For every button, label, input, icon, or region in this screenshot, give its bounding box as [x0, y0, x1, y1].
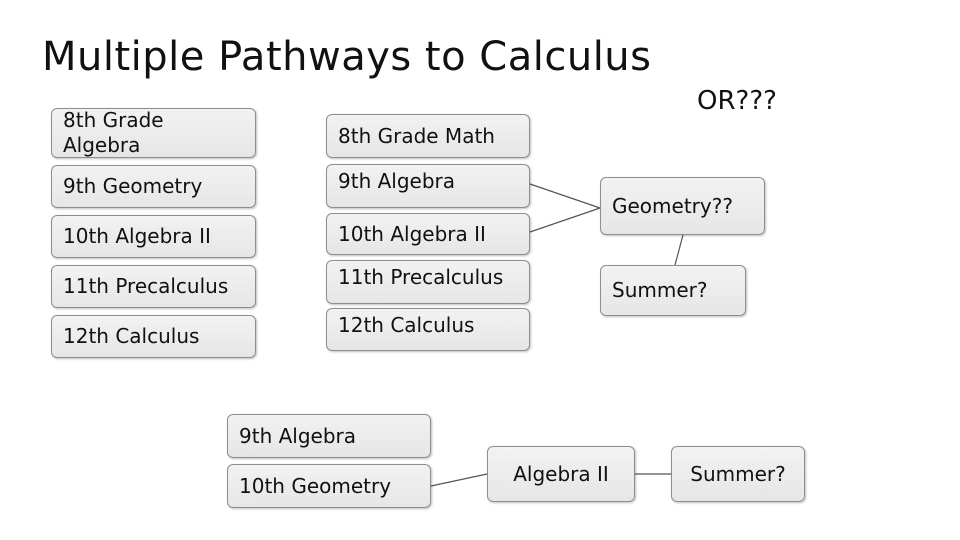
middle-box-11th-precalculus: [326, 260, 530, 304]
box-label: Algebra II: [513, 461, 609, 486]
box-label: 10th Algebra II: [338, 221, 486, 246]
left-box-11th-precalculus: [51, 265, 256, 308]
box-label: 11th Precalculus: [338, 265, 504, 289]
box-label: 9th Geometry: [63, 174, 203, 198]
box-label: Summer?: [612, 278, 708, 302]
box-label: 8th Grade Math: [338, 123, 495, 148]
box-label: 9th Algebra: [338, 169, 456, 193]
bottom-box-algebra-ii: [487, 446, 635, 502]
box-label: 10th Geometry: [239, 473, 392, 498]
page-title: Multiple Pathways to Calculus: [42, 34, 652, 80]
connector-geometry-to-algebra2: [431, 474, 487, 486]
left-box-12th-calculus: [51, 315, 256, 358]
connector-geometry-to-summer: [675, 235, 683, 265]
box-label: 10th Algebra II: [63, 224, 211, 248]
box-label: 12th Calculus: [338, 313, 475, 337]
right-box-geometry: [600, 177, 765, 235]
connector-algebra-to-geometry: [530, 184, 600, 208]
box-label: 8th Grade Algebra: [63, 108, 164, 157]
bottom-box-10th-geometry: [227, 464, 431, 508]
box-label: Geometry??: [612, 193, 733, 218]
middle-box-9th-algebra: [326, 164, 530, 208]
box-label: 9th Algebra: [239, 423, 357, 448]
middle-box-8th-grade-math: [326, 114, 530, 158]
left-box-8th-grade-algebra: [51, 108, 256, 158]
connector-algebra2-to-geometry: [530, 208, 600, 232]
middle-box-12th-calculus: [326, 308, 530, 351]
box-label: 12th Calculus: [63, 324, 200, 348]
left-box-9th-geometry: [51, 165, 256, 208]
bottom-box-9th-algebra: [227, 414, 431, 458]
left-box-10th-algebra-ii: [51, 215, 256, 258]
middle-box-10th-algebra-ii: [326, 213, 530, 255]
box-label: 11th Precalculus: [63, 274, 229, 298]
box-label: Summer?: [690, 461, 786, 486]
bottom-box-summer: [671, 446, 805, 502]
or-label: OR???: [697, 86, 777, 116]
right-box-summer: [600, 265, 746, 316]
